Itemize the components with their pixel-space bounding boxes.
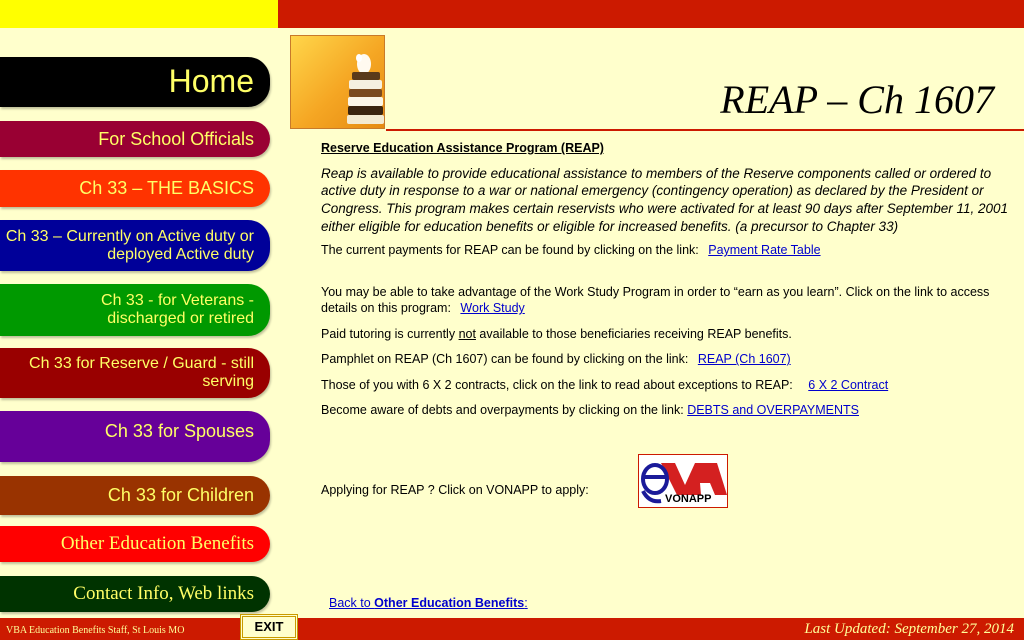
reap-description: Reap is available to provide educational assistance to members of the Reserve components called or ordered to active duty in response to a war or national emergency (contingency operation) as declared by the President or Congress. This program makes certain reservists who were activated for at least 90 days after September 11, 2001 either eligible for education benefits or eligible for increased benefits. (a precursor to Chapter 33) [321,165,1009,235]
work-study-paragraph [321,284,1017,317]
title-divider [386,129,1024,131]
nav-basics[interactable] [0,170,270,207]
nav-basics-label: Ch 33 – THE BASICS [79,178,254,199]
nav-home[interactable] [0,57,270,107]
vonapp-button[interactable] [638,454,728,508]
back-link-post: : [524,596,528,610]
nav-veterans[interactable] [0,284,270,336]
nav-contact[interactable] [0,576,270,612]
nav-children-label: Ch 33 for Children [107,485,254,506]
six-by-two-contract-link[interactable]: 6 X 2 Contract [808,377,889,392]
tutoring-text-pre: Paid tutoring is currently [321,326,459,341]
pamphlet-paragraph [321,351,1017,368]
nav-school-officials[interactable] [0,121,270,157]
nav-other-benefits-label: Other Education Benefits [60,533,254,555]
section-heading: Reserve Education Assistance Program (REAP) [321,141,604,155]
payments-text: The current payments for REAP can be found by clicking on the link: [321,243,699,258]
debts-text: Become aware of debts and overpayments by clicking on the link: [321,403,684,418]
exit-button[interactable]: EXIT [240,614,298,640]
tutoring-paragraph [321,326,1017,343]
nav-contact-label: Contact Info, Web links [73,583,254,605]
nav-spouses[interactable] [0,411,270,462]
nav-school-officials-label: For School Officials [98,128,254,149]
footer-credit: VBA Education Benefits Staff, St Louis MO [6,625,185,636]
nav-home-label: Home [168,63,254,100]
vonapp-label: VONAPP [665,493,712,505]
books-piggy-illustration [291,36,385,129]
nav-veterans-label: Ch 33 - for Veterans - discharged or retired [101,292,254,327]
books-photo [290,35,385,129]
reap-pamphlet-link[interactable]: REAP (Ch 1607) [697,352,791,367]
nav-children[interactable] [0,476,270,515]
contracts-paragraph [321,377,1017,394]
nav-reserve-guard[interactable] [0,348,270,398]
contracts-text: Those of you with 6 X 2 contracts, click on the link to read about exceptions to REAP: [321,377,793,392]
pamphlet-text: Pamphlet on REAP (Ch 1607) can be found by clicking on the link: [321,352,689,367]
page-title: REAP – Ch 1607 [720,77,994,122]
top-bar-left [0,0,278,28]
top-bar-right [278,0,1024,28]
nav-other-benefits[interactable] [0,526,270,562]
payment-rate-table-link[interactable]: Payment Rate Table [708,243,821,258]
payments-paragraph [321,242,1017,259]
debts-overpayments-link[interactable]: DEBTS and OVERPAYMENTS [687,403,859,418]
last-updated: Last Updated: September 27, 2014 [804,621,1014,637]
back-link-pre: Back to [329,596,375,610]
work-study-link[interactable]: Work Study [460,301,525,316]
tutoring-text-post: available to those beneficiaries receiving REAP benefits. [475,326,792,341]
tutoring-not: not [458,326,476,341]
nav-reserve-guard-label: Ch 33 for Reserve / Guard - still serving [29,355,254,390]
debts-paragraph [321,402,1017,419]
main-content [321,140,1017,428]
nav-active-duty-label: Ch 33 – Currently on Active duty or deployed Active duty [5,227,254,263]
nav-spouses-label: Ch 33 for Spouses [104,421,254,441]
work-study-text: You may be able to take advantage of the Work Study Program in order to “earn as you learn”. Click on the link to access details on this program: [321,284,990,316]
nav-active-duty[interactable] [0,220,270,271]
back-link-target: Other Education Benefits [374,596,525,610]
apply-text: Applying for REAP ? Click on VONAPP to apply: [321,483,589,497]
back-to-other-benefits-link[interactable] [329,596,528,610]
